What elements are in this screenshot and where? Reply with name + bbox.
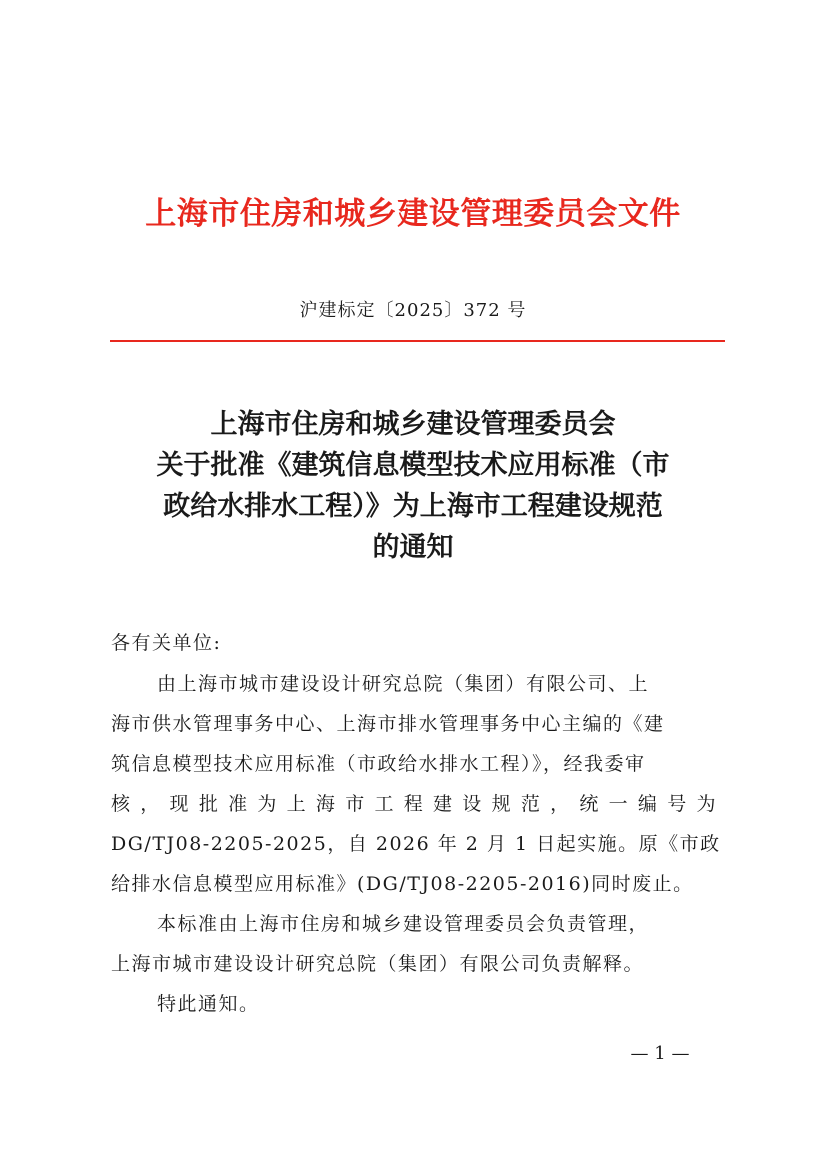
document-title xyxy=(100,404,726,568)
closing-remark xyxy=(111,984,717,1024)
page-number: — 1 — xyxy=(630,1043,690,1064)
paragraph-line: 海市供水管理事务中心、上海市排水管理事务中心主编的《建 xyxy=(111,713,665,735)
paragraph-line: 特此通知。 xyxy=(157,993,260,1015)
paragraph-management xyxy=(111,904,717,984)
paragraph-line: 给排水信息模型应用标准》(DG/TJ08-2205-2016)同时废止。 xyxy=(111,873,694,895)
title-line: 政给水排水工程）》为上海市工程建设规范 xyxy=(163,491,663,522)
paragraph-line: 由上海市城市建设设计研究总院（集团）有限公司、上 xyxy=(157,673,650,695)
paragraph-line: 筑信息模型技术应用标准（市政给水排水工程）》，经我委审 xyxy=(111,753,646,775)
title-line: 关于批准《建筑信息模型技术应用标准（市 xyxy=(156,450,670,481)
addressee: 各有关单位: xyxy=(111,632,222,654)
paragraph-approval xyxy=(111,664,721,904)
document-body xyxy=(111,622,721,1024)
document-number: 沪建标定〔2025〕372 号 xyxy=(299,300,527,321)
title-line: 的通知 xyxy=(372,532,454,563)
paragraph-line: 核，现批准为上海市工程建设规范，统一编号为 xyxy=(111,793,717,815)
red-divider-line xyxy=(110,340,725,342)
issuer-header: 上海市住房和城乡建设管理委员会文件 xyxy=(145,196,681,232)
title-line: 上海市住房和城乡建设管理委员会 xyxy=(210,409,616,440)
paragraph-line: 本标准由上海市住房和城乡建设管理委员会负责管理， xyxy=(157,913,650,935)
paragraph-line: 上海市城市建设设计研究总院（集团）有限公司负责解释。 xyxy=(111,953,645,975)
paragraph-line: DG/TJ08-2205-2025，自 2026 年 2 月 1 日起实施。原《市政 xyxy=(111,833,721,855)
